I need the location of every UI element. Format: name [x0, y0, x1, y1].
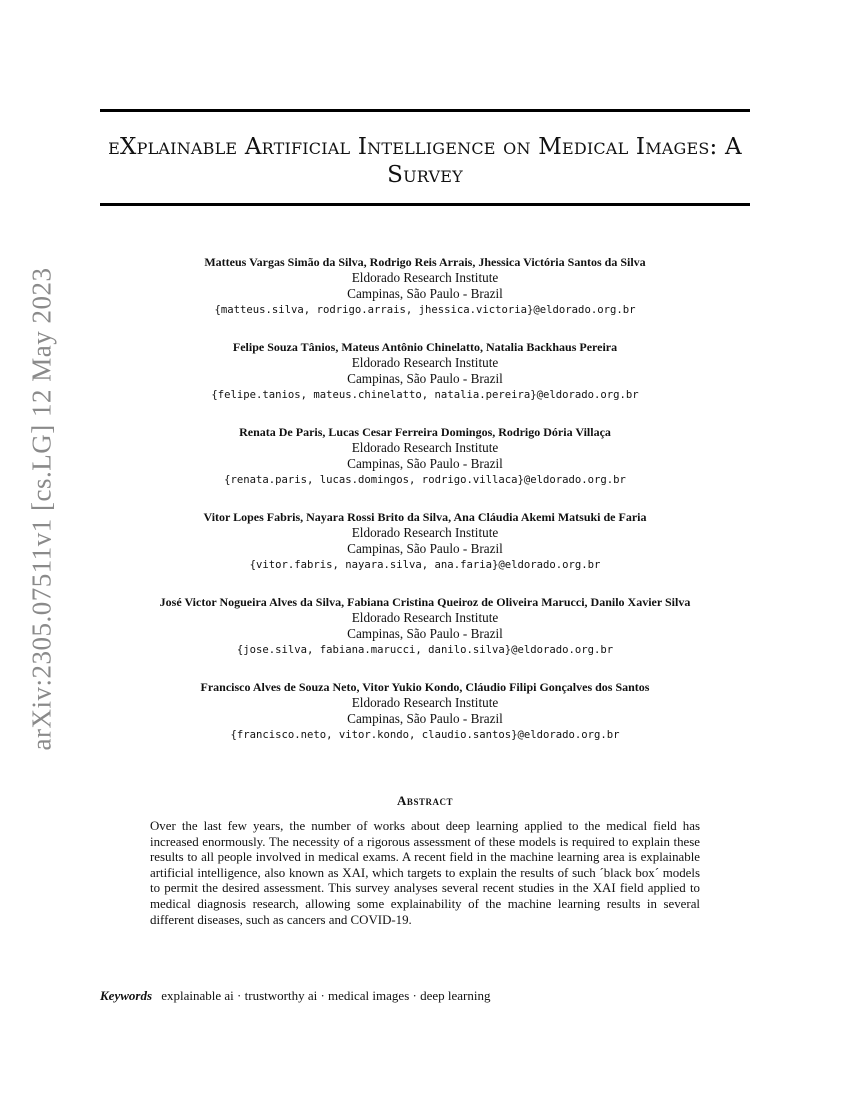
author-institute: Eldorado Research Institute: [351, 270, 499, 285]
arxiv-side-stamp: arXiv:2305.07511v1 [cs.LG] 12 May 2023: [26, 267, 57, 751]
keywords-line: [100, 988, 750, 1004]
author-emails[interactable]: {felipe.tanios, mateus.chinelatto, natalia.pereira}@eldorado.org.br: [211, 389, 639, 401]
author-institute: Eldorado Research Institute: [351, 525, 499, 540]
author-location: Campinas, São Paulo - Brazil: [347, 371, 503, 386]
abstract-heading: Abstract: [397, 793, 453, 808]
abstract-text: Over the last few years, the number of works about deep learning applied to the medical field has increased enormously. The necessity of a rigorous assessment of these models is required to explain these results to all people involved in medical exams. A recent field in the machine learning area is explainable artificial intelligence, also known as XAI, which targets to explain the results of such ´black box´ models to permit the desired assessment. This survey analyses several recent studies in the XAI field applied to medical diagnosis research, allowing some explainability of the machine learning results in several different diseases, such as cancers and COVID-19.: [150, 819, 700, 927]
author-location: Campinas, São Paulo - Brazil: [347, 626, 503, 641]
author-institute: Eldorado Research Institute: [351, 355, 499, 370]
author-institute: Eldorado Research Institute: [351, 695, 499, 710]
author-group: [0, 594, 850, 658]
author-group: [0, 339, 850, 403]
author-names: Felipe Souza Tânios, Mateus Antônio Chinelatto, Natalia Backhaus Pereira: [232, 340, 618, 354]
author-location: Campinas, São Paulo - Brazil: [347, 541, 503, 556]
author-group: [0, 254, 850, 318]
author-institute: Eldorado Research Institute: [351, 440, 499, 455]
author-emails[interactable]: {jose.silva, fabiana.marucci, danilo.silva}@eldorado.org.br: [236, 644, 614, 656]
author-names: Vitor Lopes Fabris, Nayara Rossi Brito da Silva, Ana Cláudia Akemi Matsuki de Faria: [203, 510, 647, 524]
author-emails[interactable]: {vitor.fabris, nayara.silva, ana.faria}@eldorado.org.br: [249, 559, 601, 571]
author-group: [0, 424, 850, 488]
paper-title: eXplainable Artificial Intelligence on Medical Images: A Survey: [108, 134, 742, 188]
keywords-label: Keywords: [100, 988, 152, 1003]
author-names: José Victor Nogueira Alves da Silva, Fabiana Cristina Queiroz de Oliveira Marucci, Danilo Xavier Silva: [159, 595, 691, 609]
author-names: Matteus Vargas Simão da Silva, Rodrigo Reis Arrais, Jhessica Victória Santos da Silva: [204, 255, 646, 269]
author-list: [0, 254, 850, 764]
author-group: [0, 509, 850, 573]
author-emails[interactable]: {matteus.silva, rodrigo.arrais, jhessica.victoria}@eldorado.org.br: [214, 304, 636, 316]
keywords-text: explainable ai · trustworthy ai · medical images · deep learning: [161, 988, 491, 1003]
author-group: [0, 679, 850, 743]
title-bottom-rule: [100, 203, 750, 206]
author-names: Renata De Paris, Lucas Cesar Ferreira Domingos, Rodrigo Dória Villaça: [239, 425, 611, 439]
author-names: Francisco Alves de Souza Neto, Vitor Yukio Kondo, Cláudio Filipi Gonçalves dos Santos: [200, 680, 650, 694]
author-emails[interactable]: {francisco.neto, vitor.kondo, claudio.santos}@eldorado.org.br: [230, 729, 620, 741]
title-top-rule: [100, 109, 750, 112]
author-location: Campinas, São Paulo - Brazil: [347, 711, 503, 726]
author-location: Campinas, São Paulo - Brazil: [347, 456, 503, 471]
author-location: Campinas, São Paulo - Brazil: [347, 286, 503, 301]
author-institute: Eldorado Research Institute: [351, 610, 499, 625]
author-emails[interactable]: {renata.paris, lucas.domingos, rodrigo.villaca}@eldorado.org.br: [224, 474, 626, 486]
